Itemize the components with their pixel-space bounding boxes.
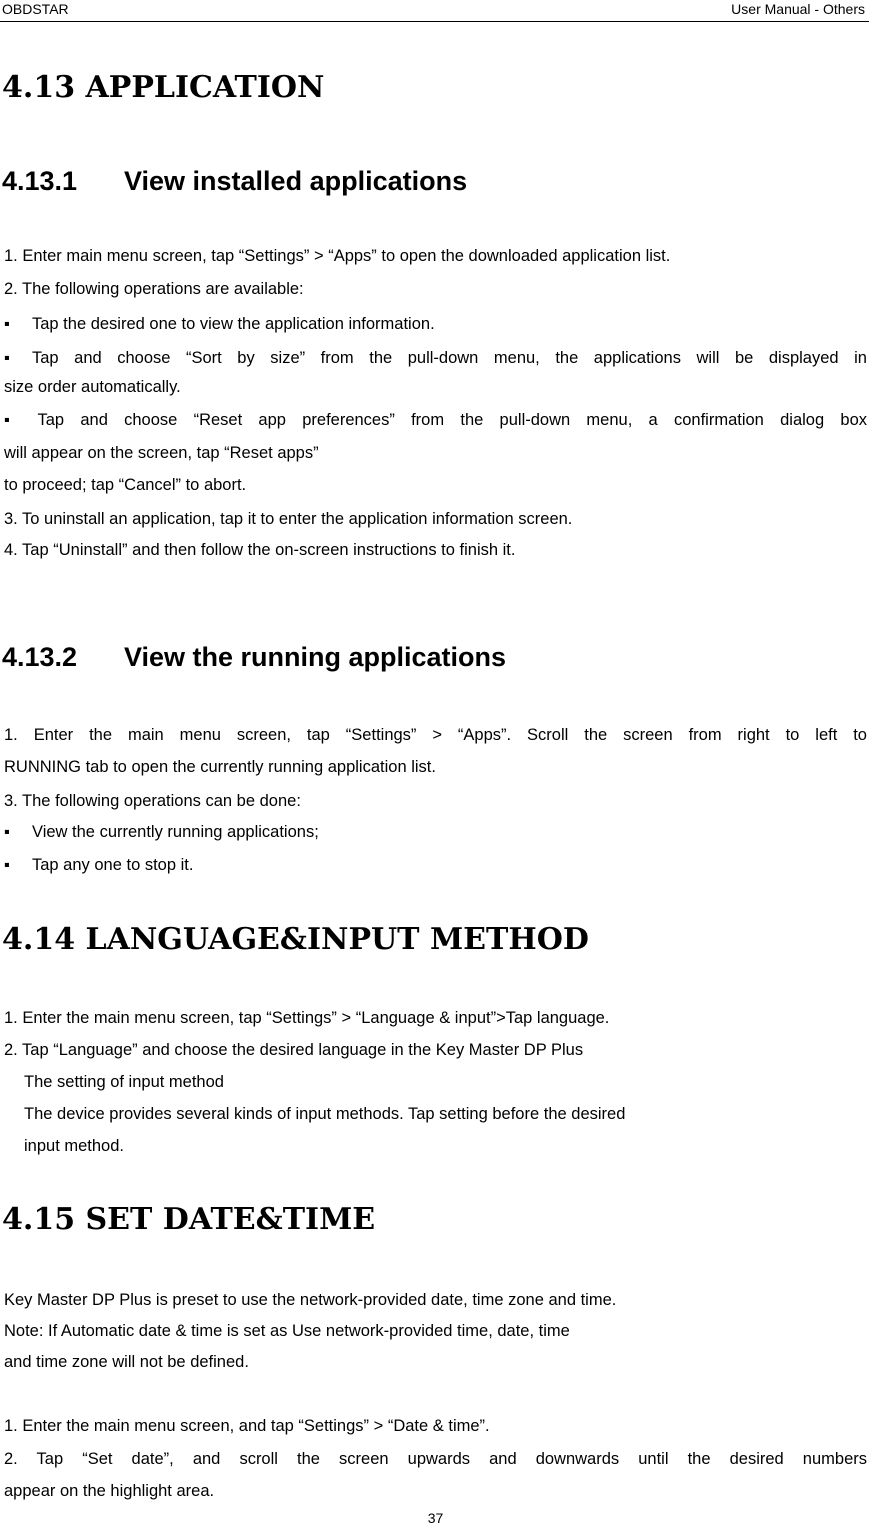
paragraph: 2. The following operations are available: [4,280,304,298]
header-section: User Manual - Others [731,1,865,17]
paragraph: The device provides several kinds of input methods. Tap setting before the desired [24,1105,626,1123]
page-number: 37 [427,1510,444,1526]
bullet-text: Tap and choose “Sort by size” from the pull-down menu, the applications will be displayed in [32,349,867,367]
heading-number: 4.13.1 [2,166,78,196]
paragraph: Key Master DP Plus is preset to use the network-provided date, time zone and time. [4,1291,617,1309]
heading-4-13-2 [2,642,506,673]
paragraph: will appear on the screen, tap “Reset apps” [4,444,319,462]
paragraph: and time zone will not be defined. [4,1353,249,1371]
paragraph: Note: If Automatic date & time is set as Use network-provided time, date, time [4,1322,570,1340]
heading-number: 4.13.2 [2,642,78,672]
heading-4-13-1 [2,166,467,197]
paragraph: 3. To uninstall an application, tap it to enter the application information screen. [4,510,573,528]
paragraph: RUNNING tab to open the currently running application list. [4,758,436,776]
bullet-item [4,345,867,372]
paragraph: 1. Enter main menu screen, tap “Settings” > “Apps” to open the downloaded application list. [4,247,671,265]
page-header [0,0,869,22]
bullet-text: View the currently running applications; [32,823,319,841]
paragraph: input method. [24,1137,124,1155]
paragraph: 1. Enter the main menu screen, tap “Settings” > “Language & input”>Tap language. [4,1009,610,1027]
paragraph: ▪ Tap and choose “Reset app preferences” from the pull-down menu, a confirmation dialog box [4,411,867,429]
paragraph: size order automatically. [4,378,181,396]
heading-text: View installed applications [124,166,468,196]
paragraph: 1. Enter the main menu screen, tap “Settings” > “Apps”. Scroll the screen from right to left to [4,726,867,744]
paragraph: 2. Tap “Set date”, and scroll the screen upwards and downwards until the desired numbers [4,1450,867,1468]
bullet-icon: ▪ [4,349,10,367]
paragraph: 3. The following operations can be done: [4,792,301,810]
paragraph: 2. Tap “Language” and choose the desired language in the Key Master DP Plus [4,1041,584,1059]
paragraph: The setting of input method [24,1073,224,1091]
bullet-item [4,311,867,338]
bullet-text: Tap the desired one to view the application information. [32,315,435,333]
heading-text: View the running applications [124,642,507,672]
bullet-item [4,819,867,846]
paragraph: 4. Tap “Uninstall” and then follow the on-screen instructions to finish it. [4,541,516,559]
heading-4-13: 4.13 APPLICATION [2,70,325,105]
bullet-icon: ▪ [4,315,10,333]
bullet-item [4,852,867,879]
bullet-text: Tap any one to stop it. [32,856,194,874]
heading-4-15: 4.15 SET DATE&TIME [2,1202,376,1237]
header-brand: OBDSTAR [2,1,69,17]
paragraph: appear on the highlight area. [4,1482,215,1500]
paragraph: 1. Enter the main menu screen, and tap “Settings” > “Date & time”. [4,1417,490,1435]
paragraph: to proceed; tap “Cancel” to abort. [4,476,247,494]
heading-4-14: 4.14 LANGUAGE&INPUT METHOD [2,922,589,957]
bullet-icon: ▪ [4,823,10,841]
bullet-icon: ▪ [4,856,10,874]
